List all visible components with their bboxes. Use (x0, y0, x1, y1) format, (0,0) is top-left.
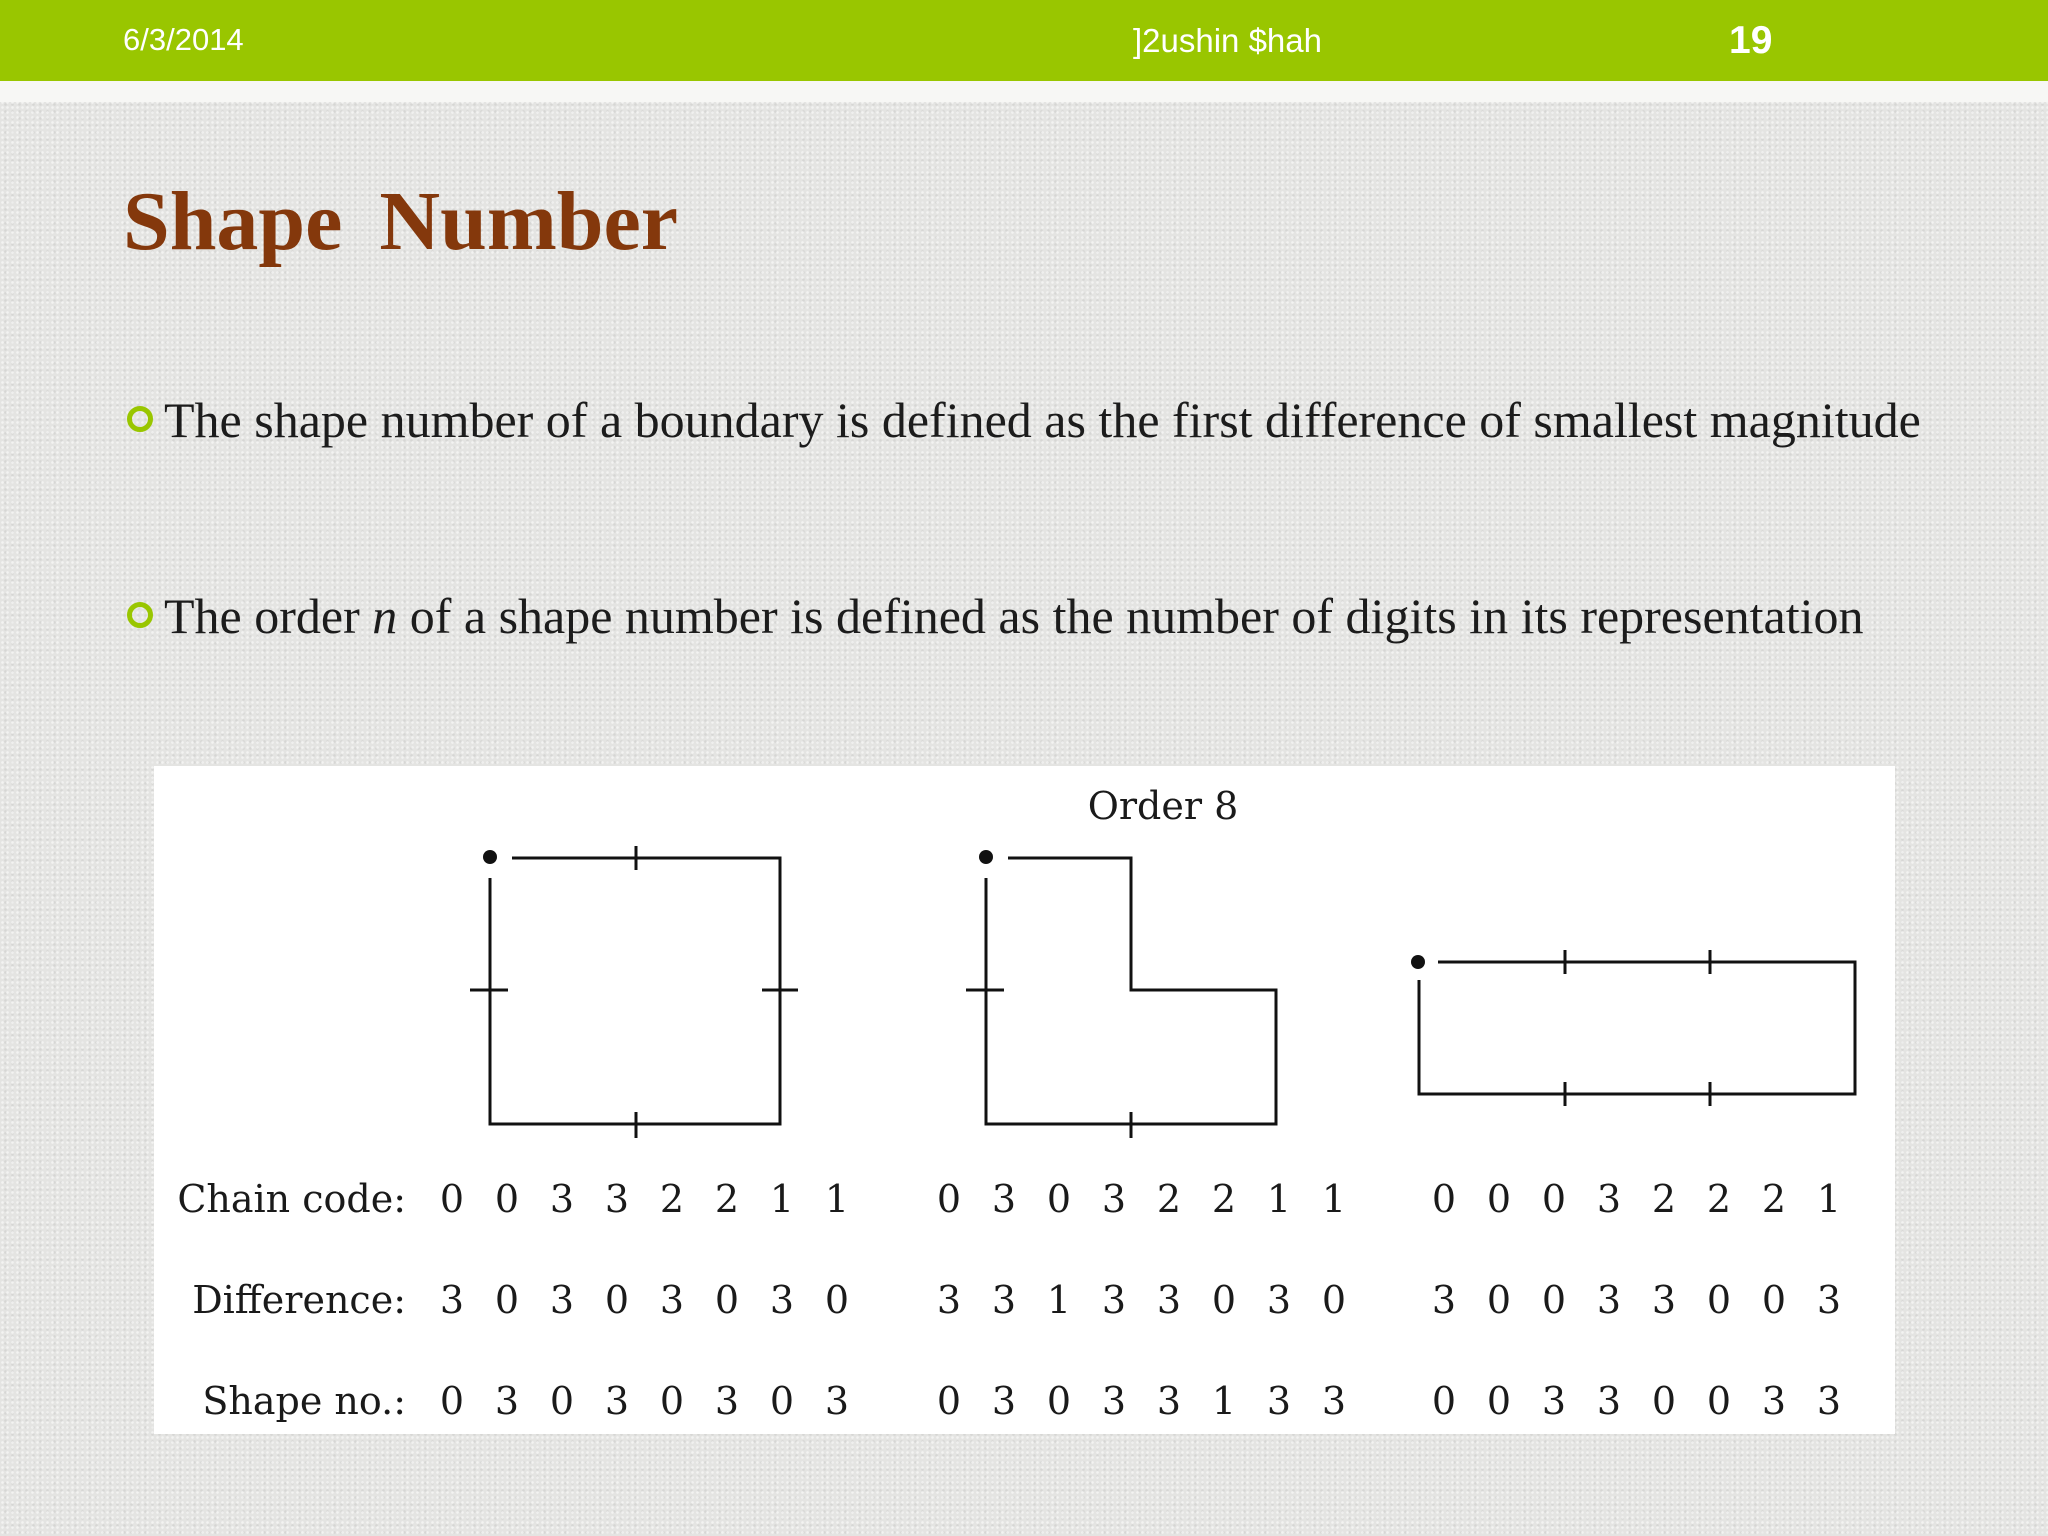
shape-number-digit: 3 (1321, 1379, 1347, 1423)
difference-digit: 3 (1816, 1278, 1842, 1322)
difference-digit: 3 (936, 1278, 962, 1322)
chain-code-digit: 1 (769, 1177, 795, 1221)
chain-code-digit: 1 (1266, 1177, 1292, 1221)
header-divider (0, 81, 2048, 102)
shape-number-digit: 0 (659, 1379, 685, 1423)
difference-digit: 0 (1321, 1278, 1347, 1322)
chain-code-digit: 2 (1706, 1177, 1732, 1221)
difference-digit: 3 (439, 1278, 465, 1322)
shape-number-digit: 0 (1651, 1379, 1677, 1423)
chain-code-digit: 2 (1211, 1177, 1237, 1221)
shape-number-figure (154, 766, 1895, 1434)
difference-digit: 0 (714, 1278, 740, 1322)
bullet-text-before: The order (164, 588, 373, 644)
difference-digit: 0 (604, 1278, 630, 1322)
difference-digit: 3 (1101, 1278, 1127, 1322)
shape-number-digit: 3 (1101, 1379, 1127, 1423)
chain-code-digit: 3 (549, 1177, 575, 1221)
difference-digit: 3 (1431, 1278, 1457, 1322)
bullet-text (123, 570, 1923, 662)
order-variable: n (372, 588, 398, 644)
shape-number-digit: 3 (1266, 1379, 1292, 1423)
difference-digit: 3 (1651, 1278, 1677, 1322)
shape-number-digit: 3 (1541, 1379, 1567, 1423)
shape-number-digit: 0 (1486, 1379, 1512, 1423)
difference-digit: 3 (1156, 1278, 1182, 1322)
shape-number-digit: 3 (991, 1379, 1017, 1423)
difference-digit: 0 (1761, 1278, 1787, 1322)
bullet-text-after: of a shape number is defined as the number of digits in its representation (397, 588, 1864, 644)
chain-code-digit: 3 (1596, 1177, 1622, 1221)
chain-code-digit: 1 (824, 1177, 850, 1221)
difference-digit: 3 (659, 1278, 685, 1322)
shape-number-digit: 3 (714, 1379, 740, 1423)
shape-number-digit: 3 (1156, 1379, 1182, 1423)
difference-digit: 1 (1046, 1278, 1072, 1322)
chain-code-digit: 3 (1101, 1177, 1127, 1221)
shape-number-digit: 0 (769, 1379, 795, 1423)
bullet-item-1 (123, 374, 1923, 466)
chain-code-digit: 2 (659, 1177, 685, 1221)
start-point-marker (483, 850, 497, 864)
shape-number-digit: 3 (824, 1379, 850, 1423)
digit-layer (440, 1177, 1841, 1423)
difference-digit: 0 (494, 1278, 520, 1322)
shape-number-digit: 3 (1761, 1379, 1787, 1423)
bullet-item-2 (123, 570, 1923, 662)
l-shape (966, 858, 1276, 1138)
start-point-marker (1411, 955, 1425, 969)
chain-code-digit: 2 (1761, 1177, 1787, 1221)
slide-title: Shape Number (123, 175, 679, 268)
shape-number-digit: 0 (936, 1379, 962, 1423)
shape-number-digit: 3 (494, 1379, 520, 1423)
header-bar (0, 0, 2048, 81)
chain-code-digit: 1 (1816, 1177, 1842, 1221)
square-shape (470, 846, 798, 1138)
figure-canvas (154, 766, 1895, 1434)
shape-number-digit: 0 (549, 1379, 575, 1423)
shape-number-digit: 3 (604, 1379, 630, 1423)
chain-code-digit: 0 (494, 1177, 520, 1221)
chain-code-digit: 1 (1321, 1177, 1347, 1221)
bullet-ring-icon (127, 602, 153, 628)
bullet-ring-icon (127, 406, 153, 432)
chain-code-digit: 0 (1046, 1177, 1072, 1221)
slide-author: ]2ushin $hah (1133, 22, 1322, 59)
difference-digit: 0 (1706, 1278, 1732, 1322)
chain-code-digit: 3 (991, 1177, 1017, 1221)
shape-number-digit: 0 (1706, 1379, 1732, 1423)
row-label-difference: Difference: (192, 1278, 406, 1322)
chain-code-digit: 3 (604, 1177, 630, 1221)
difference-digit: 3 (769, 1278, 795, 1322)
shape-number-digit: 0 (439, 1379, 465, 1423)
difference-digit: 0 (1486, 1278, 1512, 1322)
chain-code-digit: 2 (1651, 1177, 1677, 1221)
shape-number-digit: 3 (1596, 1379, 1622, 1423)
figure-title: Order 8 (1087, 784, 1239, 828)
row-label-shape-number: Shape no.: (202, 1379, 406, 1423)
shape-number-digit: 0 (1046, 1379, 1072, 1423)
difference-digit: 0 (1541, 1278, 1567, 1322)
difference-digit: 0 (1211, 1278, 1237, 1322)
chain-code-digit: 2 (1156, 1177, 1182, 1221)
chain-code-digit: 0 (439, 1177, 465, 1221)
start-point-marker (979, 850, 993, 864)
slide-date: 6/3/2014 (123, 22, 244, 57)
chain-code-digit: 0 (1486, 1177, 1512, 1221)
rectangle-shape (1419, 950, 1855, 1106)
difference-digit: 3 (991, 1278, 1017, 1322)
chain-code-digit: 0 (936, 1177, 962, 1221)
difference-digit: 3 (1596, 1278, 1622, 1322)
bullet-text: The shape number of a boundary is defined as the first difference of smallest magnitude (164, 392, 1921, 448)
row-label-chain-code: Chain code: (177, 1177, 406, 1221)
chain-code-digit: 0 (1431, 1177, 1457, 1221)
difference-digit: 3 (549, 1278, 575, 1322)
difference-digit: 3 (1266, 1278, 1292, 1322)
chain-code-digit: 2 (714, 1177, 740, 1221)
shape-number-digit: 3 (1816, 1379, 1842, 1423)
chain-code-digit: 0 (1541, 1177, 1567, 1221)
shape-number-digit: 0 (1431, 1379, 1457, 1423)
shape-number-digit: 1 (1211, 1379, 1237, 1423)
difference-digit: 0 (824, 1278, 850, 1322)
slide-page-number: 19 (1729, 19, 1773, 62)
